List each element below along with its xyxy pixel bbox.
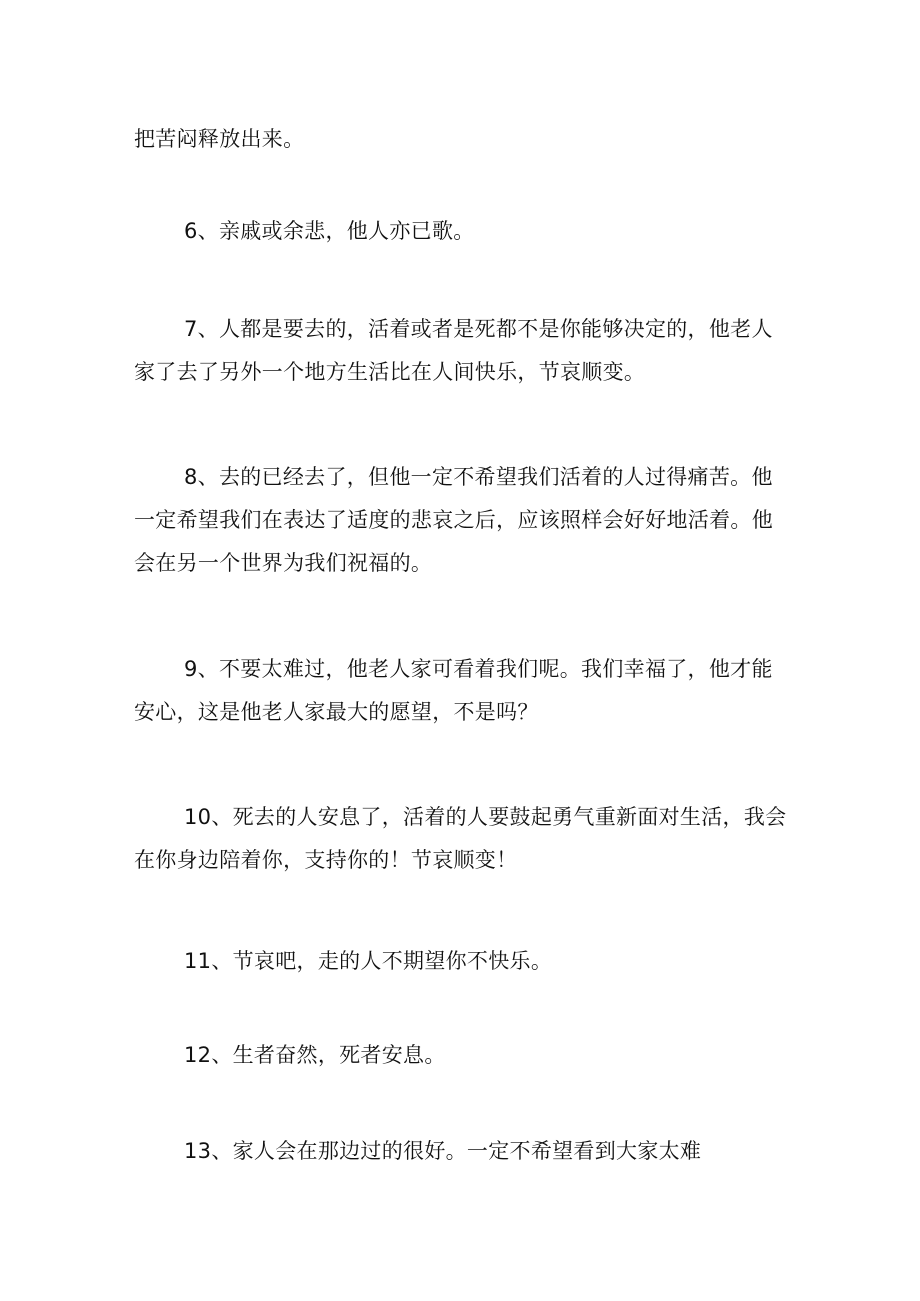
text-line: 把苦闷释放出来。 bbox=[134, 127, 305, 151]
paragraph-8 bbox=[134, 456, 794, 585]
text-line: 6、亲戚或余悲，他人亦已歌。 bbox=[184, 219, 475, 243]
paragraph-6 bbox=[134, 210, 794, 253]
paragraph-7 bbox=[134, 308, 794, 394]
text-line: 一定希望我们在表达了适度的悲哀之后，应该照样会好好地活着。他 bbox=[134, 508, 773, 532]
text-line: 会在另一个世界为我们祝福的。 bbox=[134, 551, 433, 575]
paragraph-12 bbox=[134, 1034, 794, 1077]
text-line: 9、不要太难过，他老人家可看着我们呢。我们幸福了，他才能 bbox=[184, 657, 773, 681]
text-line: 10、死去的人安息了，活着的人要鼓起勇气重新面对生活，我会 bbox=[184, 805, 787, 829]
text-line: 家了去了另外一个地方生活比在人间快乐，节哀顺变。 bbox=[134, 360, 646, 384]
paragraph-11 bbox=[134, 940, 794, 983]
paragraph-13 bbox=[134, 1130, 794, 1173]
paragraph-10 bbox=[134, 796, 794, 882]
paragraph-9 bbox=[134, 648, 794, 734]
text-line: 7、人都是要去的，活着或者是死都不是你能够决定的，他老人 bbox=[184, 317, 773, 341]
paragraph-continuation bbox=[134, 118, 794, 161]
text-line: 12、生者奋然，死者安息。 bbox=[184, 1043, 446, 1067]
text-line: 在你身边陪着你，支持你的！节哀顺变！ bbox=[134, 848, 518, 872]
text-line: 安心，这是他老人家最大的愿望，不是吗？ bbox=[134, 700, 539, 724]
text-line: 13、家人会在那边过的很好。一定不希望看到大家太难 bbox=[184, 1139, 702, 1163]
text-line: 8、去的已经去了，但他一定不希望我们活着的人过得痛苦。他 bbox=[184, 465, 773, 489]
text-line: 11、节哀吧，走的人不期望你不快乐。 bbox=[184, 949, 553, 973]
